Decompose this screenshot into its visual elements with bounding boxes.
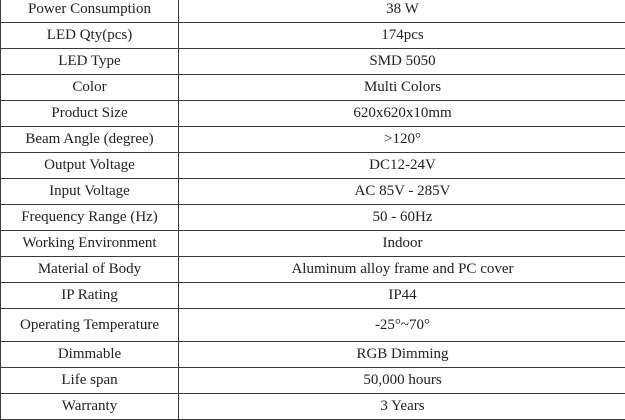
spec-label: Warranty [1, 394, 179, 420]
table-row [1, 49, 625, 75]
spec-value: AC 85V - 285V [179, 179, 625, 205]
spec-label: LED Type [1, 49, 179, 75]
spec-value: -25°~70° [179, 309, 625, 342]
table-row [1, 75, 625, 101]
spec-label: Operating Temperature [1, 309, 179, 342]
table-row [1, 394, 625, 420]
spec-value: >120° [179, 127, 625, 153]
table-row [1, 0, 625, 23]
spec-label: Power Consumption [1, 0, 179, 23]
spec-value: 3 Years [179, 394, 625, 420]
spec-label: Life span [1, 368, 179, 394]
table-row [1, 283, 625, 309]
table-row [1, 127, 625, 153]
spec-label: Color [1, 75, 179, 101]
spec-label: Dimmable [1, 342, 179, 368]
spec-value: Aluminum alloy frame and PC cover [179, 257, 625, 283]
spec-value: 38 W [179, 0, 625, 23]
spec-label: Frequency Range (Hz) [1, 205, 179, 231]
table-row [1, 153, 625, 179]
spec-label: Product Size [1, 101, 179, 127]
spec-value: 174pcs [179, 23, 625, 49]
spec-value: Multi Colors [179, 75, 625, 101]
table-row [1, 257, 625, 283]
spec-value: Indoor [179, 231, 625, 257]
spec-label: Output Voltage [1, 153, 179, 179]
table-row [1, 342, 625, 368]
table-row [1, 309, 625, 342]
spec-value: 620x620x10mm [179, 101, 625, 127]
table-row [1, 101, 625, 127]
spec-label: Beam Angle (degree) [1, 127, 179, 153]
spec-value: 50,000 hours [179, 368, 625, 394]
spec-value: IP44 [179, 283, 625, 309]
table-row [1, 23, 625, 49]
table-row [1, 368, 625, 394]
table-row [1, 179, 625, 205]
table-row [1, 205, 625, 231]
spec-value: RGB Dimming [179, 342, 625, 368]
spec-label: IP Rating [1, 283, 179, 309]
spec-label: Input Voltage [1, 179, 179, 205]
spec-label: Material of Body [1, 257, 179, 283]
spec-value: SMD 5050 [179, 49, 625, 75]
table-row [1, 231, 625, 257]
spec-label: LED Qty(pcs) [1, 23, 179, 49]
spec-label: Working Environment [1, 231, 179, 257]
spec-value: DC12-24V [179, 153, 625, 179]
spec-value: 50 - 60Hz [179, 205, 625, 231]
